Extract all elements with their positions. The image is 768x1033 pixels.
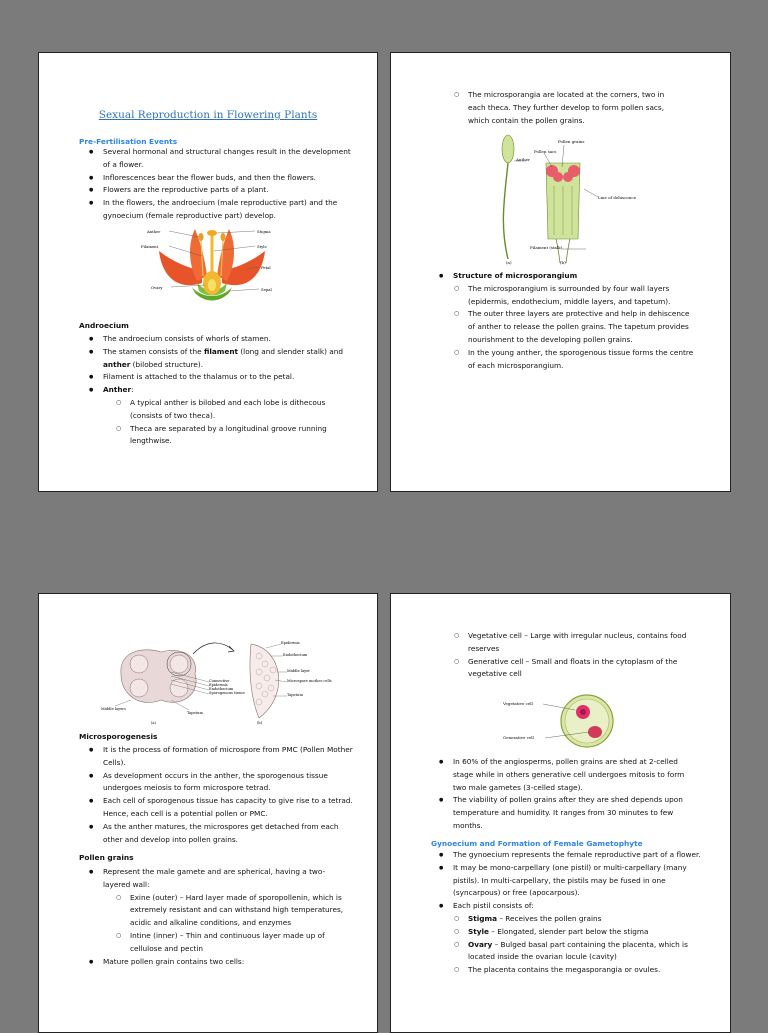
- microsporogenesis-list: [89, 744, 354, 846]
- pollen-cells-list: [454, 630, 719, 681]
- microsporangia-location-list: [454, 89, 724, 127]
- list-item: ● Each pistil consists of:: [439, 900, 724, 913]
- pollen-sacs-label: Pollen sacs: [534, 149, 557, 154]
- microspore-mother-cells-label: Microspore mother cells: [287, 679, 332, 683]
- list-item: ● As development occurs in the anther, the sporogenous tissue undergoes meiosis to form microspore tetrad.: [89, 770, 354, 796]
- pollen-grain-diagram: [503, 692, 633, 750]
- sub-list-item: ○ Stigma – Receives the pollen grains: [454, 913, 703, 926]
- figure-b-label: (b): [257, 721, 263, 725]
- list-item: ● It may be mono-carpellary (one pistil) or multi-carpellary (many pistils). In multi-carpellary, the pistils may be fused in one (syncarpous) or free (apocarpous).: [439, 862, 724, 900]
- figure-b-label: (b): [560, 260, 566, 265]
- generative-cell-label: Generative cell: [503, 735, 534, 740]
- gynoecium-heading: Gynoecium and Formation of Female Gametophyte: [431, 839, 643, 848]
- flower-label-style: Style: [257, 244, 267, 249]
- list-item: ● The stamen consists of the filament (long and slender stalk) and anther (bilobed structure).: [89, 346, 351, 372]
- sub-list-item: ○ Generative cell – Small and floats in the cytoplasm of the vegetative cell: [454, 656, 708, 682]
- sub-list-item: ○ Intine (inner) – Thin and continuous layer made up of cellulose and pectin: [116, 930, 345, 956]
- microsporangium-diagram: [101, 634, 331, 726]
- list-item: ● In the flowers, the androecium (male reproductive part) and the gynoecium (female reproductive part) develop.: [89, 197, 351, 223]
- page-3: [38, 593, 378, 1033]
- epidermis-label-b: Epidermis: [281, 641, 300, 645]
- sub-list-item: ○ The microsporangium is surrounded by four wall layers (epidermis, endothecium, middle layers, and tapetum).: [454, 283, 698, 309]
- androecium-list: [89, 333, 351, 448]
- list-item: ● Filament is attached to the thalamus or to the petal.: [89, 371, 351, 384]
- vegetative-cell-label: Vegetative cell: [503, 701, 533, 706]
- figure-a-label: (a): [151, 721, 156, 725]
- androecium-heading: Androecium: [79, 321, 129, 330]
- sub-list-item: ○ Vegetative cell – Large with irregular nucleus, contains food reserves: [454, 630, 708, 656]
- endothecium-label-b: Endothecium: [283, 653, 308, 657]
- endothecium-label: Endothecium: [209, 687, 234, 691]
- tapetum-label-b: Tapetum: [287, 693, 303, 697]
- list-item: ● Represent the male gamete and are spherical, having a two-layered wall:: [89, 866, 351, 892]
- anther-label: Anther: [516, 157, 530, 162]
- middle-layers-label: Middle layers: [101, 707, 126, 711]
- list-item: ● Inflorescences bear the flower buds, and then the flowers.: [89, 172, 351, 185]
- flower-label-filament: Filament: [141, 244, 159, 249]
- pollen-viability-list: [439, 756, 724, 833]
- list-item: ● As the anther matures, the microspores get detached from each other and develop into pollen grains.: [89, 821, 354, 847]
- flower-diagram: [141, 221, 277, 313]
- sub-list-item: ○ A typical anther is bilobed and each lobe is dithecous (consists of two theca).: [116, 397, 350, 423]
- page-4: [390, 593, 731, 1033]
- list-item: ● The viability of pollen grains after they are shed depends upon temperature and humidity. It ranges from 30 minutes to few months.: [439, 794, 724, 832]
- flower-label-petal: Petal: [261, 265, 271, 270]
- pollen-grains-label: Pollen grains: [558, 139, 585, 144]
- sporogenous-tissue-label: Sporogenous tissue: [209, 691, 245, 695]
- pre-fertilisation-heading: Pre-Fertilisation Events: [79, 137, 178, 146]
- structure-list: [439, 270, 729, 372]
- sub-list-item: ○ The outer three layers are protective and help in dehiscence of anther to release the pollen grains. The tapetum provides nourishment to the developing pollen grains.: [454, 308, 698, 346]
- microsporogenesis-heading: Microsporogenesis: [79, 732, 158, 741]
- page-1: [38, 52, 378, 492]
- list-item: ● Each cell of sporogenous tissue has capacity to give rise to a tetrad. Hence, each cell is a potential pollen or PMC.: [89, 795, 354, 821]
- tapetum-label: Tapetum: [187, 711, 203, 715]
- anther-diagram: [486, 131, 661, 265]
- list-item: ● Several hormonal and structural changes result in the development of a flower.: [89, 146, 351, 172]
- structure-heading: Structure of microsporangium: [453, 271, 578, 280]
- sub-list-item: ○ Theca are separated by a longitudinal groove running lengthwise.: [116, 423, 350, 449]
- flower-label-stigma: Stigma: [257, 229, 271, 234]
- connective-label: Connective: [209, 679, 230, 683]
- document-title: Sexual Reproduction in Flowering Plants: [98, 109, 318, 121]
- epidermis-label: Epidermis: [209, 683, 228, 687]
- pollen-grains-heading: Pollen grains: [79, 853, 134, 862]
- list-item: ● The androecium consists of whorls of stamen.: [89, 333, 351, 346]
- figure-a-label: (a): [506, 260, 512, 265]
- page-2: [390, 52, 731, 492]
- sub-list-item: ○ In the young anther, the sporogenous tissue forms the centre of each microsporangium.: [454, 347, 698, 373]
- flower-label-ovary: Ovary: [151, 285, 163, 290]
- sub-list-item: ○ The placenta contains the megasporangia or ovules.: [454, 964, 703, 977]
- sub-list-item: ○ Exine (outer) – Hard layer made of sporopollenin, which is extremely resistant and can withstand high temperatures, acidic and alkaline conditions, and enzymes: [116, 892, 345, 930]
- list-item: ● Anther:: [89, 384, 351, 397]
- list-item: [439, 270, 729, 283]
- sub-list-item: ○ The microsporangia are located at the corners, two in each theca. They further develop to form pollen sacs, which contain the pollen grains.: [454, 89, 683, 127]
- sub-list-item: ○ Ovary – Bulged basal part containing the placenta, which is located inside the ovarian locule (cavity): [454, 939, 703, 965]
- pre-fertilisation-list: [89, 146, 351, 223]
- middle-layer-label-b: Middle layer: [287, 669, 311, 673]
- list-item: ● The gynoecium represents the female reproductive part of a flower.: [439, 849, 724, 862]
- pollen-grains-list: [89, 866, 351, 968]
- filament-label: Filament (stalk): [530, 245, 563, 250]
- line-of-dehiscence-label: Line of dehiscence: [598, 195, 636, 200]
- sub-list-item: ○ Style – Elongated, slender part below the stigma: [454, 926, 703, 939]
- list-item: ● In 60% of the angiosperms, pollen grains are shed at 2-celled stage while in others generative cell undergoes mitosis to form two male gametes (3-celled stage).: [439, 756, 724, 794]
- list-item: ● Mature pollen grain contains two cells:: [89, 956, 351, 969]
- flower-label-anther: Anther: [147, 229, 161, 234]
- gynoecium-list: [439, 849, 724, 977]
- list-item: ● It is the process of formation of microspore from PMC (Pollen Mother Cells).: [89, 744, 354, 770]
- list-item: ● Flowers are the reproductive parts of a plant.: [89, 184, 351, 197]
- flower-label-sepal: Sepal: [261, 287, 272, 292]
